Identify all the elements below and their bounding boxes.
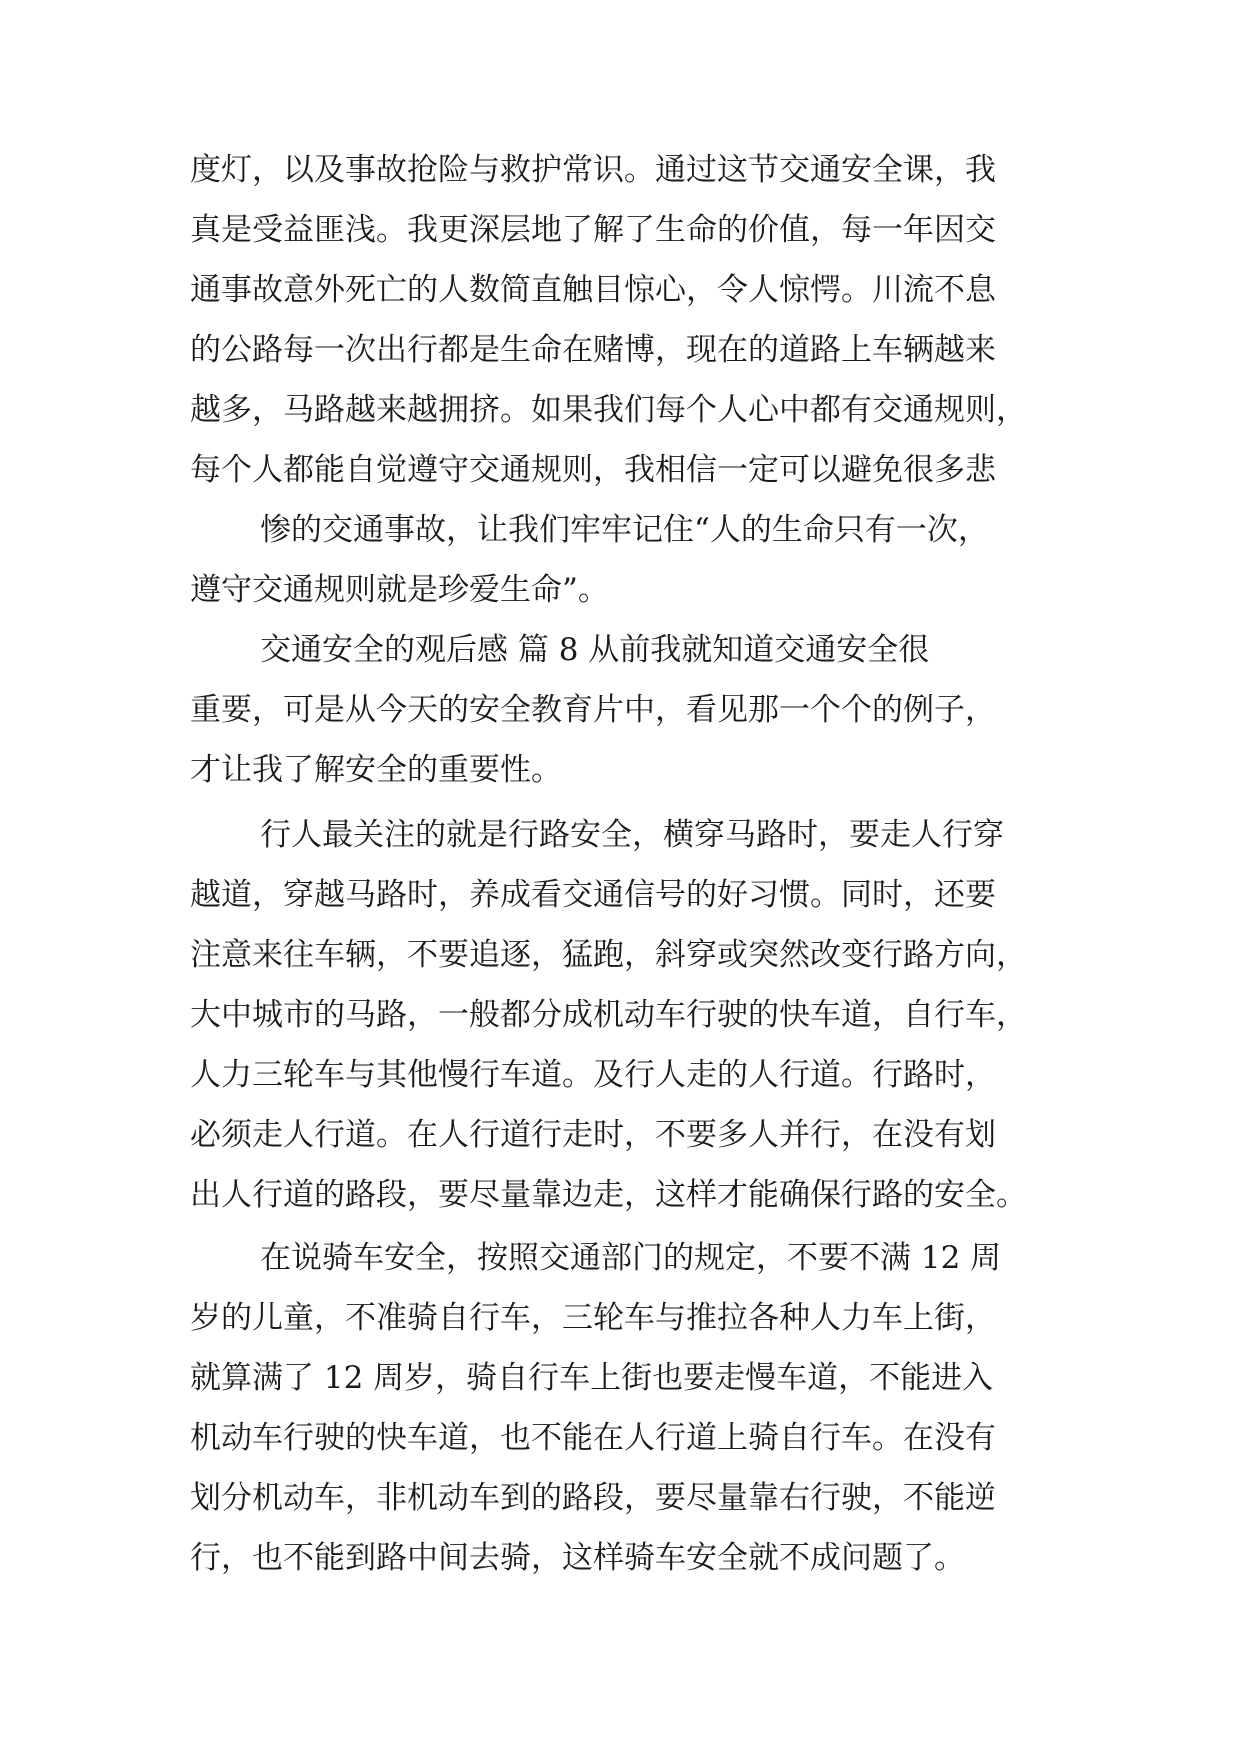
text-line: 划分机动车，非机动车到的路段，要尽量靠右行驶，不能逆	[190, 1480, 996, 1516]
section-heading-line: 交通安全的观后感 篇 8 从前我就知道交通安全很	[260, 632, 930, 668]
text-line: 出人行道的路段，要尽量靠边走，这样才能确保行路的安全。	[190, 1177, 1027, 1213]
text-line: 就算满了 12 周岁，骑自行车上街也要走慢车道，不能进入	[190, 1360, 994, 1396]
text-line: 遵守交通规则就是珍爱生命”。	[190, 572, 609, 608]
text-line: 人力三轮车与其他慢行车道。及行人走的人行道。行路时，	[190, 1057, 996, 1093]
text-line: 岁的儿童，不准骑自行车，三轮车与推拉各种人力车上街，	[190, 1300, 996, 1336]
text-line: 每个人都能自觉遵守交通规则，我相信一定可以避免很多悲	[190, 452, 996, 488]
text-line: 度灯，以及事故抢险与救护常识。通过这节交通安全课，我	[190, 152, 996, 188]
text-line: 重要，可是从今天的安全教育片中，看见那一个个的例子，	[190, 692, 996, 728]
text-line: 惨的交通事故，让我们牢牢记住“人的生命只有一次，	[260, 512, 989, 548]
text-line: 行，也不能到路中间去骑，这样骑车安全就不成问题了。	[190, 1540, 965, 1576]
text-line: 才让我了解安全的重要性。	[190, 752, 562, 788]
text-line: 越道，穿越马路时，养成看交通信号的好习惯。同时，还要	[190, 877, 996, 913]
text-line: 真是受益匪浅。我更深层地了解了生命的价值，每一年因交	[190, 212, 996, 248]
text-line: 通事故意外死亡的人数简直触目惊心，令人惊愕。川流不息	[190, 272, 996, 308]
text-line: 越多，马路越来越拥挤。如果我们每个人心中都有交通规则，	[190, 392, 1027, 428]
text-line: 在说骑车安全，按照交通部门的规定，不要不满 12 周	[260, 1240, 1002, 1276]
text-line: 注意来往车辆，不要追逐，猛跑，斜穿或突然改变行路方向，	[190, 937, 1027, 973]
text-line: 机动车行驶的快车道，也不能在人行道上骑自行车。在没有	[190, 1420, 996, 1456]
text-line: 行人最关注的就是行路安全，横穿马路时，要走人行穿	[260, 817, 1004, 853]
text-line: 大中城市的马路，一般都分成机动车行驶的快车道，自行车，	[190, 997, 1027, 1033]
text-line: 必须走人行道。在人行道行走时，不要多人并行，在没有划	[190, 1117, 996, 1153]
text-line: 的公路每一次出行都是生命在赌博，现在的道路上车辆越来	[190, 332, 996, 368]
